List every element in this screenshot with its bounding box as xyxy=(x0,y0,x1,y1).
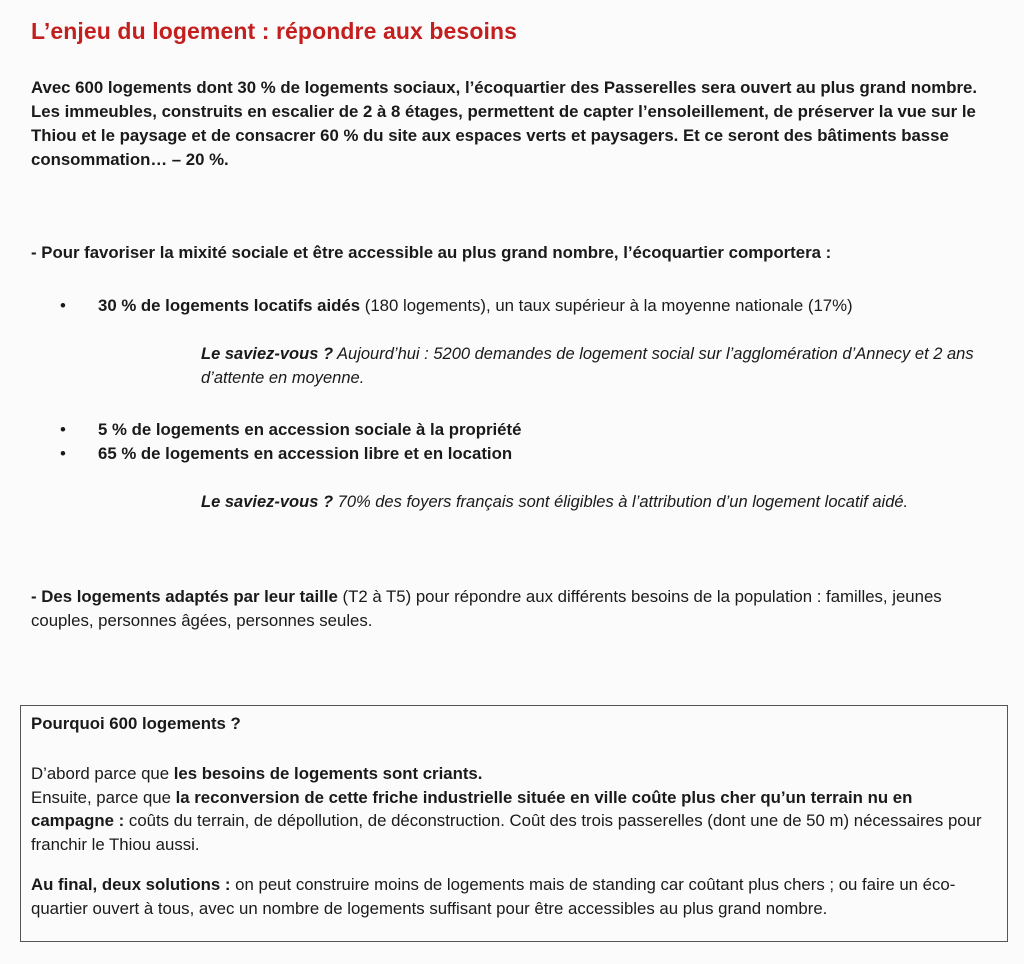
page-title: L’enjeu du logement : répondre aux besoins xyxy=(31,18,517,44)
saviez-vous-note-2 xyxy=(201,490,991,514)
note-label: Le saviez-vous ? xyxy=(201,493,334,511)
box-paragraph-1 xyxy=(31,762,999,856)
bullet-icon: • xyxy=(60,420,66,439)
box-text: Ensuite, parce que xyxy=(31,787,176,807)
pourquoi-600-box xyxy=(20,705,1008,942)
taille-text: (T2 à T5) pour répondre aux différents besoins de la population : familles, jeunes couples, personnes âgées, personnes seules. xyxy=(31,587,942,630)
box-text: on peut construire moins de logements mais de standing car coûtant plus chers ; ou faire un éco-quartier ouvert à tous, avec un nombre de logements suffisant pour être accessibles au plus grand nombre. xyxy=(31,875,956,918)
note-label: Le saviez-vous ? xyxy=(201,345,334,363)
bullet-bold-text: 5 % de logements en accession sociale à la propriété xyxy=(98,420,522,439)
intro-paragraph: Avec 600 logements dont 30 % de logements sociaux, l’écoquartier des Passerelles sera ouvert au plus grand nombre. Les immeubles, construits en escalier de 2 à 8 étages, permettent de capter l’ensoleillement, de préserver la vue sur le Thiou et le paysage et de consacrer 60 % du site aux espaces verts et paysagers. Et ce seront des bâtiments basse consommation… – 20 %. xyxy=(31,78,977,169)
bullet-icon: • xyxy=(60,444,66,463)
bullet-text: (180 logements), un taux supérieur à la moyenne nationale (17%) xyxy=(360,296,853,315)
box-text: D’abord parce que xyxy=(31,764,174,783)
bullet-item-accession-libre xyxy=(60,442,512,466)
bullet-bold-text: 65 % de logements en accession libre et en location xyxy=(98,444,513,463)
bullet-bold-text: 30 % de logements locatifs aidés xyxy=(98,296,361,315)
note-text: Aujourd’hui : 5200 demandes de logement social sur l’agglomération d’Annecy et 2 ans d’attente en moyenne. xyxy=(201,345,974,387)
bullet-icon: • xyxy=(60,296,66,315)
box-question: Pourquoi 600 logements ? xyxy=(31,714,241,733)
box-bold-text: la reconversion de cette friche industrielle située en ville coûte plus cher qu’un terrain nu en campagne : xyxy=(31,787,913,830)
taille-bold: - Des logements adaptés par leur taille xyxy=(31,587,338,606)
note-text: 70% des foyers français sont éligibles à l’attribution d’un logement locatif aidé. xyxy=(333,493,909,511)
saviez-vous-note-1 xyxy=(201,342,991,390)
box-bold-text: Au final, deux solutions : xyxy=(31,875,231,894)
box-text: coûts du terrain, de dépollution, de déconstruction. Coût des trois passerelles (dont une de 50 m) nécessaires pour franchir le Thiou aussi. xyxy=(31,811,982,854)
box-bold-text: les besoins de logements sont criants. xyxy=(173,764,483,783)
box-paragraph-3 xyxy=(31,873,999,920)
bullet-item-locatifs xyxy=(60,294,853,318)
bullet-item-accession-sociale xyxy=(60,418,521,442)
taille-paragraph xyxy=(31,585,991,633)
mixite-heading: - Pour favoriser la mixité sociale et être accessible au plus grand nombre, l’écoquartier comportera : xyxy=(31,243,832,262)
